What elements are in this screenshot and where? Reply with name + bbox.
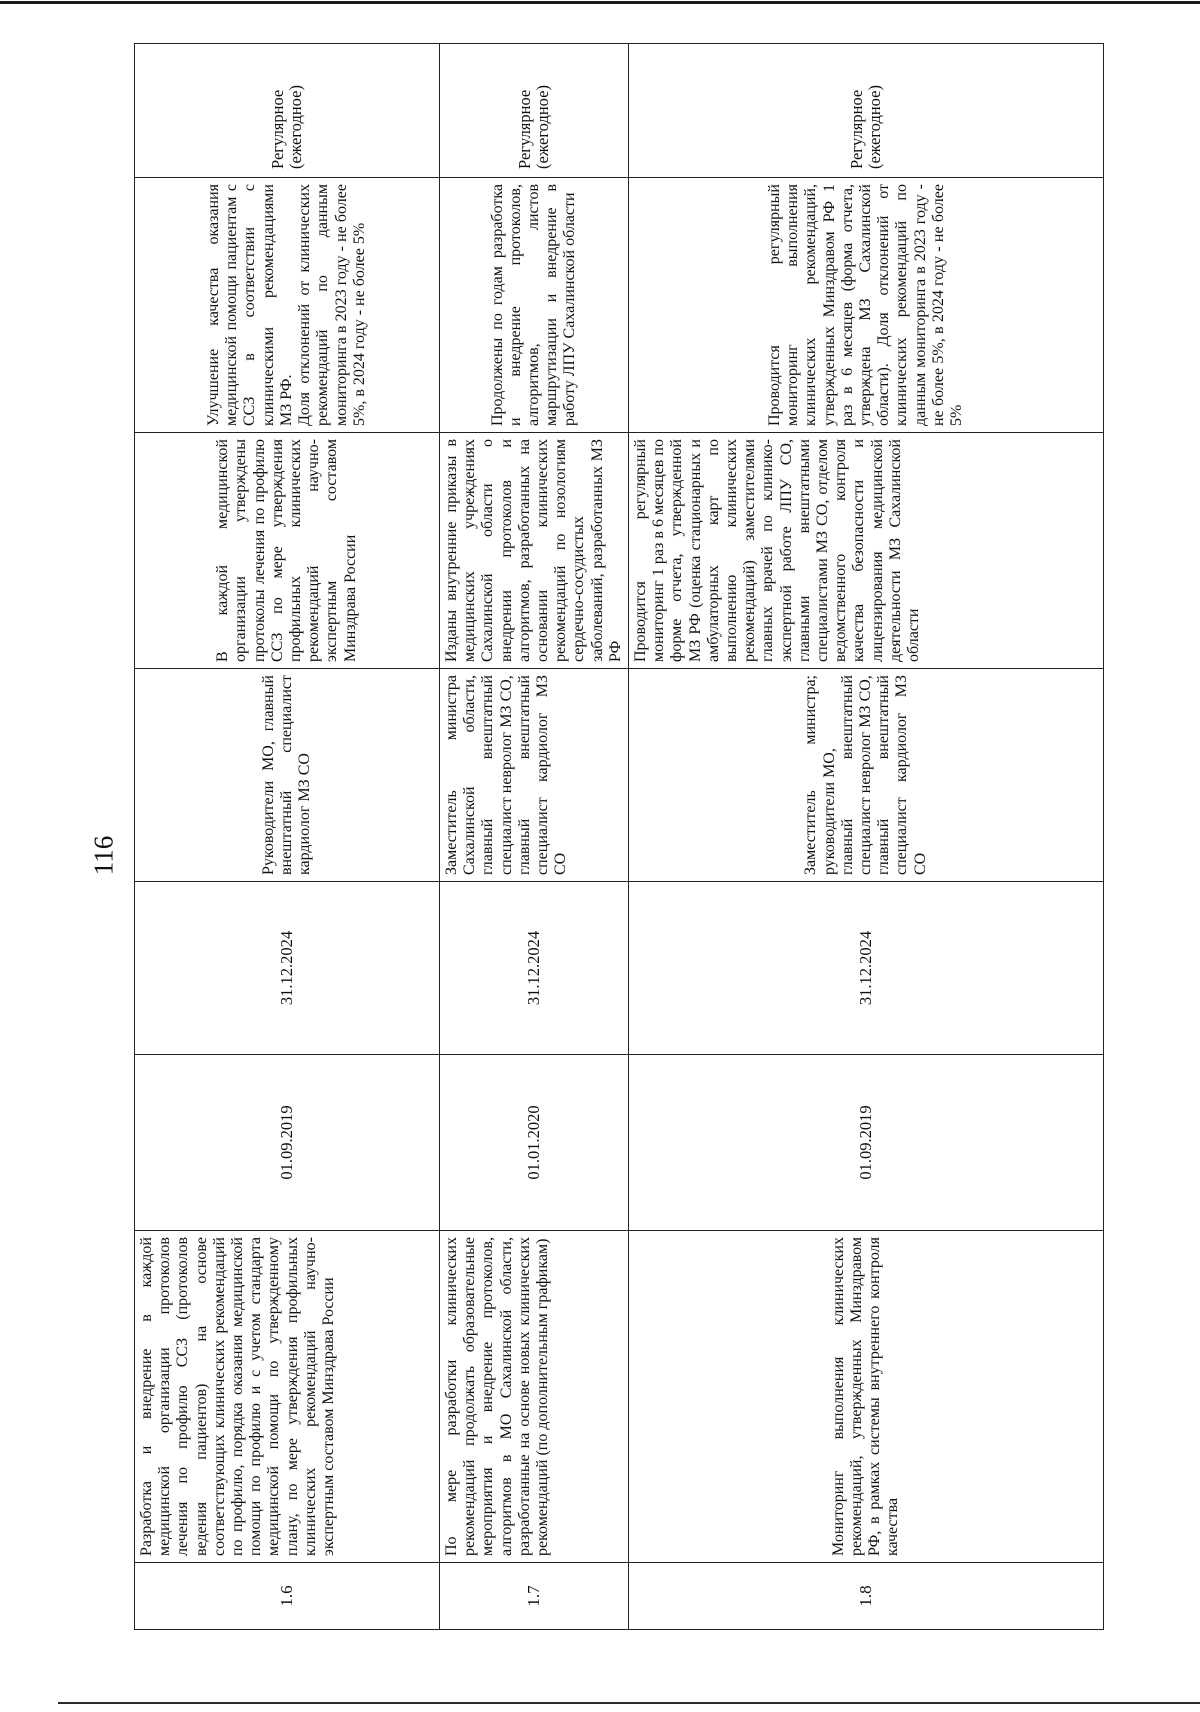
page-number: 116 [88, 835, 119, 876]
row-number: 1.7 [440, 1563, 629, 1630]
task-cell: По мере разработки клинических рекомендаций продолжать образовательные мероприятия и внедрение протоколов, алгоритмов в МО Сахалинской области, разработанные на основе новых клинических рекомендаций (по дополнительным графикам) [440, 1231, 629, 1563]
measures-table [134, 43, 1104, 1630]
start-date: 01.09.2019 [135, 1055, 440, 1231]
table-row-1-7 [440, 44, 629, 1630]
start-date: 01.09.2019 [629, 1055, 1104, 1231]
task-cell: Разработка и внедрение в каждой медицинской организации протоколов лечения по профилю ССЗ (протоколов ведения пациентов) на основе соответствующих клинических рекомендаций по профилю, порядка оказания медицинской помощи по профилю и с учетом стандарта медицинской помощи по утвержденному плану, по мере утверждения профильных клинических рекомендаций научно-экспертным составом Минздрава России [135, 1231, 440, 1563]
period-cell: Регулярное (ежегодное) [629, 44, 1104, 178]
row-number: 1.8 [629, 1563, 1104, 1630]
end-date: 31.12.2024 [135, 882, 440, 1055]
bottom-scan-edge [58, 1702, 1200, 1704]
table-row-1-8 [629, 44, 1104, 1630]
result-cell: Изданы внутренние приказы в медицинских учреждениях Сахалинской области о внедрении протоколов и алгоритмов, разработанных на основании клинических рекомендаций по нозологиям сердечно-сосудистых заболеваний, разработанных МЗ РФ [440, 433, 629, 669]
responsible-cell: Руководители МО, главный внештатный специалист кардиолог МЗ СО [135, 669, 440, 882]
indicator-cell: Проводится регулярный мониторинг выполнения клинических рекомендаций, утвержденных Минздравом РФ 1 раз в 6 месяцев (форма отчета, утверждена МЗ Сахалинской области). Доля отклонений от клинических рекомендаций по данным мониторинга в 2023 году - не более 5%, в 2024 году - не более 5% [629, 178, 1104, 433]
table-row-1-6 [135, 44, 440, 1630]
responsible-cell: Заместитель министра; руководители МО, главный внештатный специалист невролог МЗ СО, главный внештатный специалист кардиолог МЗ СО [629, 669, 1104, 882]
task-cell: Мониторинг выполнения клинических рекомендаций, утвержденных Минздравом РФ, в рамках системы внутреннего контроля качества [629, 1231, 1104, 1563]
result-cell: В каждой медицинской организации утверждены протоколы лечения по профилю ССЗ по мере утверждения профильных клинических рекомендаций научно-экспертным составом Минздрава России [135, 433, 440, 669]
top-scan-edge [0, 1, 1200, 4]
result-cell: Проводится регулярный мониторинг 1 раз в 6 месяцев по форме отчета, утвержденной МЗ РФ (оценка стационарных и амбулаторных карт по выполнению клинических рекомендаций) заместителями главных врачей по клинико-экспертной работе ЛПУ СО, главными внештатными специалистами МЗ СО, отделом ведомственного контроля качества безопасности и лицензирования медицинской деятельности МЗ Сахалинской области [629, 433, 1104, 669]
indicator-cell: Продолжены по годам разработка и внедрение протоколов, алгоритмов, листов маршрутизации и внедрение в работу ЛПУ Сахалинской области [440, 178, 629, 433]
period-cell: Регулярное (ежегодное) [135, 44, 440, 178]
responsible-cell: Заместитель министра Сахалинской области, главный внештатный специалист невролог МЗ СО, главный внештатный специалист кардиолог МЗ СО [440, 669, 629, 882]
row-number: 1.6 [135, 1563, 440, 1630]
indicator-cell: Улучшение качества оказания медицинской помощи пациентам с ССЗ в соответствии с клиническими рекомендациями МЗ РФ. Доля отклонений от клинических рекомендаций по данным мониторинга в 2023 году - не более 5%, в 2024 году - не более 5% [135, 178, 440, 433]
end-date: 31.12.2024 [629, 882, 1104, 1055]
end-date: 31.12.2024 [440, 882, 629, 1055]
start-date: 01.01.2020 [440, 1055, 629, 1231]
period-cell: Регулярное (ежегодное) [440, 44, 629, 178]
rotated-table-container [134, 44, 1090, 1630]
